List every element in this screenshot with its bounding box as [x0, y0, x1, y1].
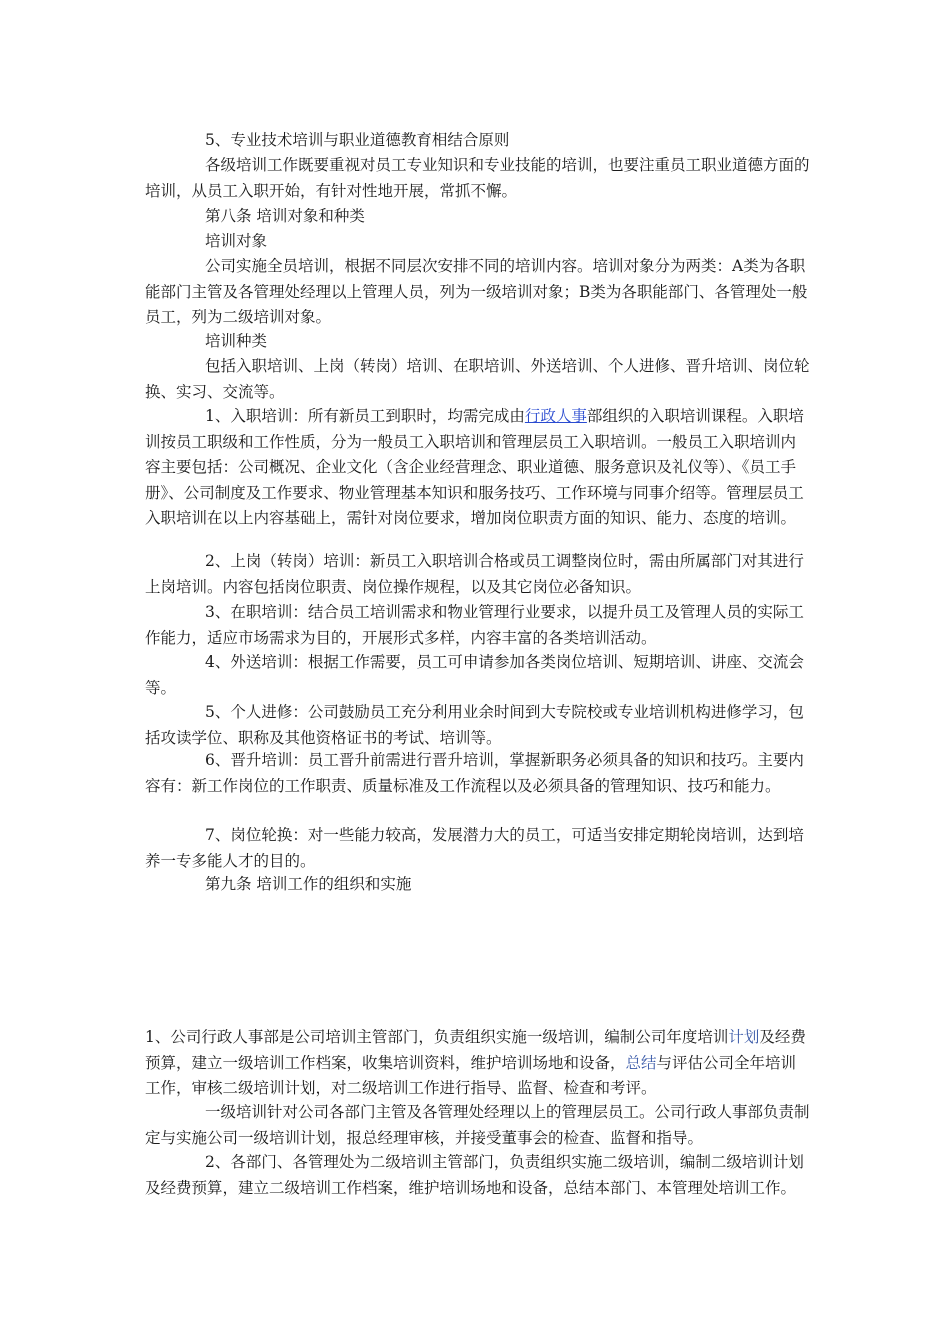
- induction-text-post: 部组织的入职培训课程。入职培训按员工职级和工作性质，分为一般员工入职培训和管理层员工入职培训。一般员工入职培训内容主要包括：公司概况、企业文化（含企业经营理念、职业道德、服务意识及礼仪等）、《员工手册》、公司制度及工作要求、物业管理基本知识和服务技巧、工作环境与同事介绍等。管理层员工入职培训在以上内容基础上，需针对岗位要求，增加岗位职责方面的知识、能力、态度的培训。: [145, 407, 804, 527]
- article-9-heading: 第九条 培训工作的组织和实施: [205, 875, 412, 893]
- job-rotation-paragraph: 7、岗位轮换：对一些能力较高，发展潜力大的员工，可适当安排定期轮岗培训，达到培养一专多能人才的目的。: [145, 826, 804, 870]
- training-targets-body: 公司实施全员培训，根据不同层次安排不同的培训内容。培训对象分为两类：A类为各职能部门主管及各管理处经理以上管理人员，列为一级培训对象；B类为各职能部门、各管理处一般员工，列为二级培训对象。: [145, 257, 808, 326]
- promotion-training-paragraph: 6、晋升培训：员工晋升前需进行晋升培训，掌握新职务必须具备的知识和技巧。主要内容有：新工作岗位的工作职责、质量标准及工作流程以及必须具备的管理知识、技巧和能力。: [145, 751, 804, 795]
- summary-link[interactable]: 总结: [625, 1053, 657, 1072]
- plan-link[interactable]: 计划: [728, 1028, 760, 1046]
- hr-text-b: 及经费预算，建立一级培训工作档案，收集培训资料，维护培训场地和设备，: [145, 1028, 806, 1072]
- onboarding-training-paragraph: 2、上岗（转岗）培训：新员工入职培训合格或员工调整岗位时，需由所属部门对其进行上岗培训。内容包括岗位职责、岗位操作规程，以及其它岗位必备知识。: [145, 552, 804, 596]
- external-training-paragraph: 4、外送培训：根据工作需要，员工可申请参加各类岗位培训、短期培训、讲座、交流会等。: [145, 653, 804, 697]
- training-types-body: 包括入职培训、上岗（转岗）培训、在职培训、外送培训、个人进修、晋升培训、岗位轮换、实习、交流等。: [145, 357, 810, 401]
- training-targets-heading: 培训对象: [205, 232, 268, 250]
- principle-5: 5、专业技术培训与职业道德教育相结合原则: [205, 131, 510, 149]
- level-2-training-paragraph: 2、各部门、各管理处为二级培训主管部门，负责组织实施二级培训，编制二级培训计划及经费预算，建立二级培训工作档案，维护培训场地和设备，总结本部门、本管理处培训工作。: [145, 1153, 804, 1197]
- hr-dept-link[interactable]: 行政人事: [524, 407, 587, 425]
- hr-text-a: 1、公司行政人事部是公司培训主管部门，负责组织实施一级培训，编制公司年度培训: [145, 1028, 729, 1046]
- principle-5-body: 各级培训工作既要重视对员工专业知识和专业技能的培训，也要注重员工职业道德方面的培训，从员工入职开始，有针对性地开展，常抓不懈。: [145, 156, 810, 200]
- onjob-training-paragraph: 3、在职培训：结合员工培训需求和物业管理行业要求，以提升员工及管理人员的实际工作能力，适应市场需求为目的，开展形式多样，内容丰富的各类培训活动。: [145, 603, 804, 647]
- hr-text-c: 与评估公司全年培训工作，审核二级培训计划，对二级培训工作进行指导、监督、检查和考评。: [145, 1053, 797, 1097]
- article-8-heading: 第八条 培训对象和种类: [205, 207, 365, 225]
- induction-text-pre: 1、入职培训：所有新员工到职时，均需完成由: [205, 407, 525, 425]
- level-1-training-paragraph: 一级培训针对公司各部门主管及各管理处经理以上的管理层员工。公司行政人事部负责制定与实施公司一级培训计划，报总经理审核，并接受董事会的检查、监督和指导。: [145, 1103, 810, 1147]
- training-types-heading: 培训种类: [205, 332, 268, 350]
- hr-dept-paragraph: [145, 1025, 810, 1102]
- induction-training-paragraph: [145, 404, 810, 532]
- self-study-paragraph: 5、个人进修：公司鼓励员工充分利用业余时间到大专院校或专业培训机构进修学习，包括攻读学位、职称及其他资格证书的考试、培训等。: [145, 703, 804, 747]
